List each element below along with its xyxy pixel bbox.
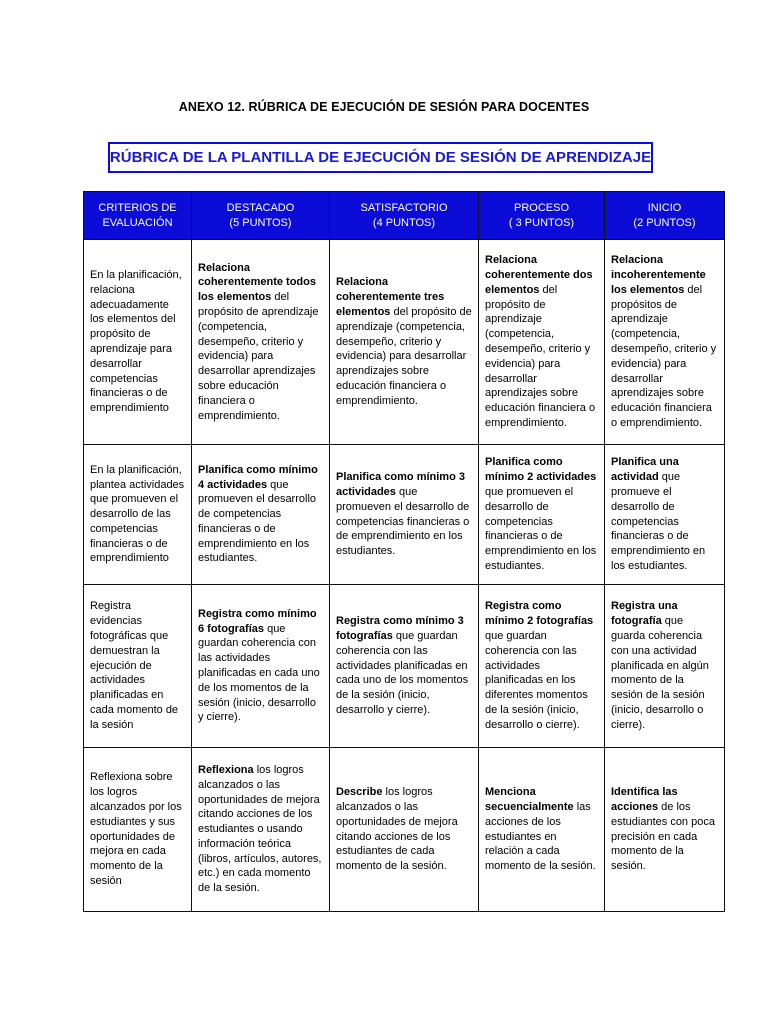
cell-text: los logros alcanzados o las oportunidades de mejora citando acciones de los estudiantes de cada momento de la sesión. [336,786,458,873]
table-cell [192,585,330,748]
header-criterios-line1: CRITERIOS DE [98,201,177,214]
cell-text: que guardan coherencia con las actividades planificadas en cada uno de los momentos de la sesión (inicio, desarrollo y cierre). [336,630,469,716]
table-cell [479,240,605,445]
header-destacado-line2: (5 PUNTOS) [229,216,292,229]
table-cell [84,445,192,585]
cell-bold-text: Planifica como mínimo 3 actividades [336,471,465,498]
header-destacado [192,192,330,240]
rubric-banner [108,142,653,173]
header-inicio-line1: INICIO [647,201,682,214]
table-cell [330,585,479,748]
header-row [84,192,725,240]
cell-text: del propósitos de aprendizaje (competencia, desempeño, criterio y evidencia) para desarrollar aprendizajes sobre educación financiera o emprendimiento. [611,283,717,429]
cell-text: que guarda coherencia con una actividad planificada en algún momento de la sesión de la sesión (inicio, desarrollo o cierre). [611,615,709,731]
cell-text: que promueve el desarrollo de competencias financieras o de emprendimiento en los estudiantes. [611,471,706,572]
header-proceso-line1: PROCESO [513,201,569,214]
table-cell [605,748,725,912]
cell-text: del propósito de aprendizaje (competencia, desempeño, criterio y evidencia) para desarrollar aprendizajes sobre educación financiera o emprendimiento. [336,306,472,407]
cell-text: que guardan coherencia con las actividades planificadas en cada uno de los momentos de la sesión (inicio, desarrollo y cierre). [198,622,320,724]
table-cell [605,240,725,445]
cell-text: que promueven el desarrollo de competencias financieras o de emprendimiento en los estudiantes. [485,485,597,572]
header-satisfactorio-line2: (4 PUNTOS) [372,216,436,229]
cell-text: del propósito de aprendizaje (competencia, desempeño, criterio y evidencia) para desarrollar aprendizajes sobre educación financiera o emprendimiento. [485,283,596,429]
table-cell [84,240,192,445]
table-cell [84,748,192,912]
document-title: ANEXO 12. RÚBRICA DE EJECUCIÓN DE SESIÓN PARA DOCENTES [178,100,590,114]
cell-bold-text: Planifica como mínimo 2 actividades [485,456,597,484]
rubric-banner-title: RÚBRICA DE LA PLANTILLA DE EJECUCIÓN DE SESIÓN DE APRENDIZAJE [109,149,652,166]
table-cell [605,585,725,748]
table-cell [330,445,479,585]
table-cell [330,748,479,912]
table-cell [192,240,330,445]
table-row-reflexion [84,748,725,912]
cell-bold-text: Registra como mínimo 3 fotografías [336,615,464,642]
cell-text: que promueven el desarrollo de competencias financieras o de emprendimiento en los estudiantes. [336,485,470,558]
cell-text: que promueven el desarrollo de competencias financieras o de emprendimiento en los estudiantes. [198,478,317,565]
cell-bold-text: Registra como mínimo 6 fotografías [198,607,317,635]
cell-text: de los estudiantes con poca precisión en cada momento de la sesión. [611,800,715,873]
table-cell [330,240,479,445]
header-proceso [479,192,605,240]
cell-text: Registra evidencias fotográficas que demuestran la ejecución de actividades planificadas en cada momento de la sesión [90,600,179,731]
table-cell [192,748,330,912]
table-row-planificacion [84,240,725,445]
cell-bold-text: Relaciona coherentemente tres elementos [336,276,445,318]
header-inicio-line2: (2 PUNTOS) [633,216,696,229]
table-row-fotografias [84,585,725,748]
cell-bold-text: Menciona secuencialmente [485,786,574,813]
header-criterios [84,192,192,240]
cell-text: Reflexiona sobre los logros alcanzados por los estudiantes y sus oportunidades de mejora en cada momento de la sesión [90,771,182,887]
header-proceso-line2: ( 3 PUNTOS) [508,216,575,229]
cell-text: del propósito de aprendizaje (competencia, desempeño, criterio y evidencia) para desarrollar aprendizajes sobre educación financiera o emprendimiento. [198,291,319,422]
cell-text: En la planificación, plantea actividades que promueven el desarrollo de las competencias financieras o de emprendimiento [90,463,185,565]
table-cell [84,585,192,748]
header-destacado-line1: DESTACADO [226,201,295,214]
cell-text: En la planificación, relaciona adecuadamente los elementos del propósito de aprendizaje para desarrollar competencias financieras o de emprendimiento [90,269,182,415]
cell-text: que guardan coherencia con las actividades planificadas en los diferentes momentos de la sesión (inicio, desarrollo o cierre). [485,630,588,731]
header-criterios-line2: EVALUACIÓN [102,216,173,229]
cell-bold-text: Registra una fotografía [611,600,678,628]
cell-bold-text: Relaciona coherentemente todos los elementos [198,261,316,304]
cell-text: los logros alcanzados o las oportunidades de mejora citando acciones de los estudiantes o usando información teórica (libros, artículos, autores, etc.) en cada momento de la sesión. [198,763,322,895]
table-cell [479,748,605,912]
header-satisfactorio [330,192,479,240]
header-inicio [605,192,725,240]
cell-bold-text: Reflexiona [198,763,254,776]
cell-bold-text: Registra como mínimo 2 fotografías [485,600,594,628]
table-row-actividades [84,445,725,585]
table-cell [192,445,330,585]
cell-text: las acciones de los estudiantes en relación a cada momento de la sesión. [485,800,596,873]
table-cell [479,585,605,748]
cell-bold-text: Planifica como mínimo 4 actividades [198,463,318,491]
cell-bold-text: Relaciona incoherentemente los elementos [611,254,706,296]
table-cell [479,445,605,585]
table-cell [605,445,725,585]
header-satisfactorio-line1: SATISFACTORIO [360,201,448,214]
cell-bold-text: Identifica las acciones [611,786,678,813]
cell-bold-text: Planifica una actividad [611,456,679,484]
cell-bold-text: Describe [336,786,383,799]
cell-bold-text: Relaciona coherentemente dos elementos [485,254,593,296]
rubric-table [83,191,725,912]
